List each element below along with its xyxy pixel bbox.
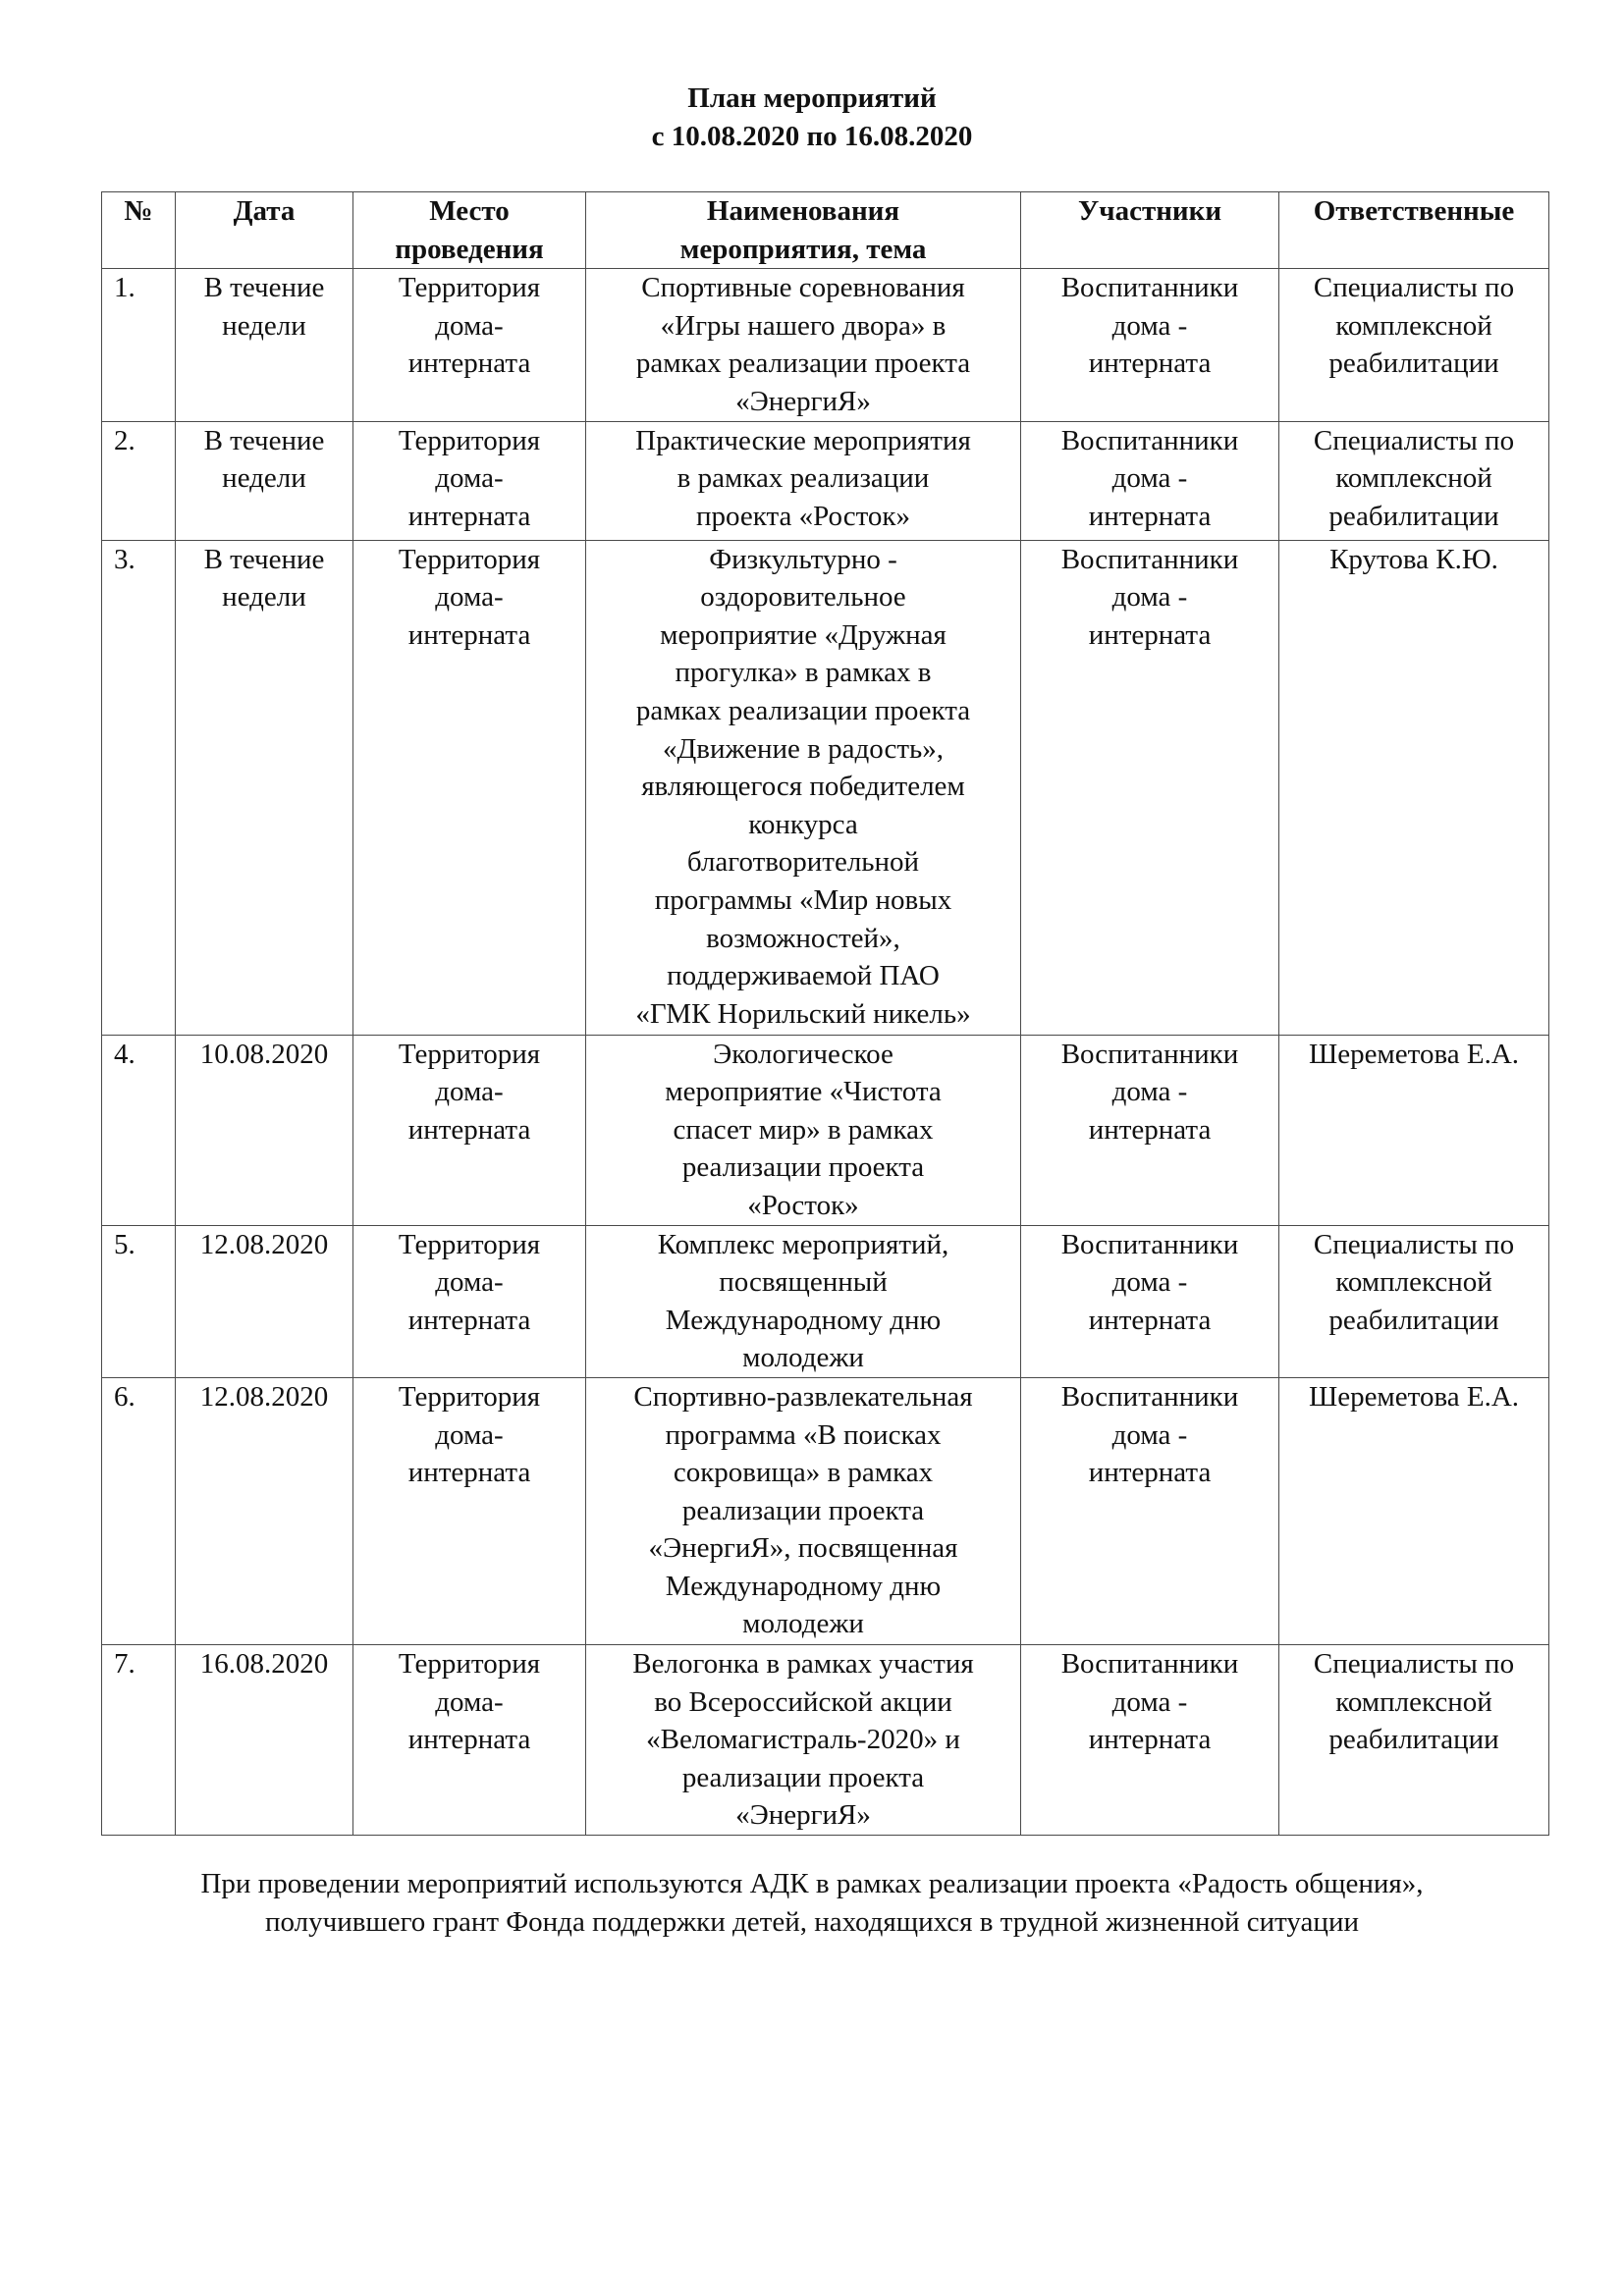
header-place: Место проведения <box>353 192 586 269</box>
cell-responsible: Шереметова Е.А. <box>1279 1035 1549 1225</box>
cell-event-name: Спортивные соревнования «Игры нашего двора» в рамках реализации проекта «ЭнергиЯ» <box>586 269 1021 421</box>
cell-event-name: Практические мероприятия в рамках реализации проекта «Росток» <box>586 421 1021 540</box>
table-row <box>102 421 1549 540</box>
cell-number: 4. <box>102 1035 176 1225</box>
cell-event-name: Комплекс мероприятий, посвященный Международному дню молодежи <box>586 1225 1021 1377</box>
table-row <box>102 269 1549 421</box>
document-title: План мероприятий <box>687 82 937 114</box>
table-row <box>102 1035 1549 1225</box>
cell-place: Территория дома- интерната <box>353 1644 586 1835</box>
cell-place: Территория дома- интерната <box>353 1377 586 1644</box>
cell-number: 7. <box>102 1644 176 1835</box>
cell-participants: Воспитанники дома - интерната <box>1021 1035 1279 1225</box>
cell-number: 1. <box>102 269 176 421</box>
table-row <box>102 1377 1549 1644</box>
cell-participants: Воспитанники дома - интерната <box>1021 421 1279 540</box>
document-date-range: с 10.08.2020 по 16.08.2020 <box>651 121 973 152</box>
cell-date: В течение недели <box>176 269 353 421</box>
cell-place: Территория дома- интерната <box>353 269 586 421</box>
cell-number: 6. <box>102 1377 176 1644</box>
cell-number: 5. <box>102 1225 176 1377</box>
cell-date: 10.08.2020 <box>176 1035 353 1225</box>
cell-date: В течение недели <box>176 421 353 540</box>
cell-event-name: Велогонка в рамках участия во Всероссийской акции «Веломагистраль-2020» и реализации проекта «ЭнергиЯ» <box>586 1644 1021 1835</box>
cell-place: Территория дома- интерната <box>353 421 586 540</box>
events-plan-table <box>101 191 1549 1836</box>
cell-responsible: Крутова К.Ю. <box>1279 540 1549 1035</box>
cell-responsible: Специалисты по комплексной реабилитации <box>1279 421 1549 540</box>
cell-participants: Воспитанники дома - интерната <box>1021 1377 1279 1644</box>
cell-responsible: Шереметова Е.А. <box>1279 1377 1549 1644</box>
table-row <box>102 540 1549 1035</box>
cell-participants: Воспитанники дома - интерната <box>1021 269 1279 421</box>
cell-event-name: Спортивно-развлекательная программа «В поисках сокровища» в рамках реализации проекта «ЭнергиЯ», посвященная Международному дню молодежи <box>586 1377 1021 1644</box>
table-row <box>102 1225 1549 1377</box>
header-date: Дата <box>176 192 353 269</box>
cell-event-name: Экологическое мероприятие «Чистота спасет мир» в рамках реализации проекта «Росток» <box>586 1035 1021 1225</box>
cell-number: 2. <box>102 421 176 540</box>
cell-responsible: Специалисты по комплексной реабилитации <box>1279 1644 1549 1835</box>
cell-date: 12.08.2020 <box>176 1225 353 1377</box>
header-event-name: Наименования мероприятия, тема <box>586 192 1021 269</box>
cell-date: 16.08.2020 <box>176 1644 353 1835</box>
cell-place: Территория дома- интерната <box>353 540 586 1035</box>
table-row <box>102 1644 1549 1835</box>
cell-place: Территория дома- интерната <box>353 1035 586 1225</box>
cell-participants: Воспитанники дома - интерната <box>1021 1644 1279 1835</box>
cell-responsible: Специалисты по комплексной реабилитации <box>1279 1225 1549 1377</box>
cell-participants: Воспитанники дома - интерната <box>1021 1225 1279 1377</box>
cell-place: Территория дома- интерната <box>353 1225 586 1377</box>
cell-number: 3. <box>102 540 176 1035</box>
cell-event-name: Физкультурно - оздоровительное мероприятие «Дружная прогулка» в рамках в рамках реализации проекта «Движение в радость», являющегося победителем конкурса благотворительной программы «Мир новых возможностей», поддерживаемой ПАО «ГМК Норильский никель» <box>586 540 1021 1035</box>
table-header-row <box>102 192 1549 269</box>
cell-date: В течение недели <box>176 540 353 1035</box>
header-participants: Участники <box>1021 192 1279 269</box>
footer-note: При проведении мероприятий используются АДК в рамках реализации проекта «Радость общения», получившего грант Фонда поддержки детей, находящихся в трудной жизненной ситуации <box>200 1868 1424 1938</box>
cell-date: 12.08.2020 <box>176 1377 353 1644</box>
cell-participants: Воспитанники дома - интерната <box>1021 540 1279 1035</box>
cell-responsible: Специалисты по комплексной реабилитации <box>1279 269 1549 421</box>
header-responsible: Ответственные <box>1279 192 1549 269</box>
header-number: № <box>102 192 176 269</box>
